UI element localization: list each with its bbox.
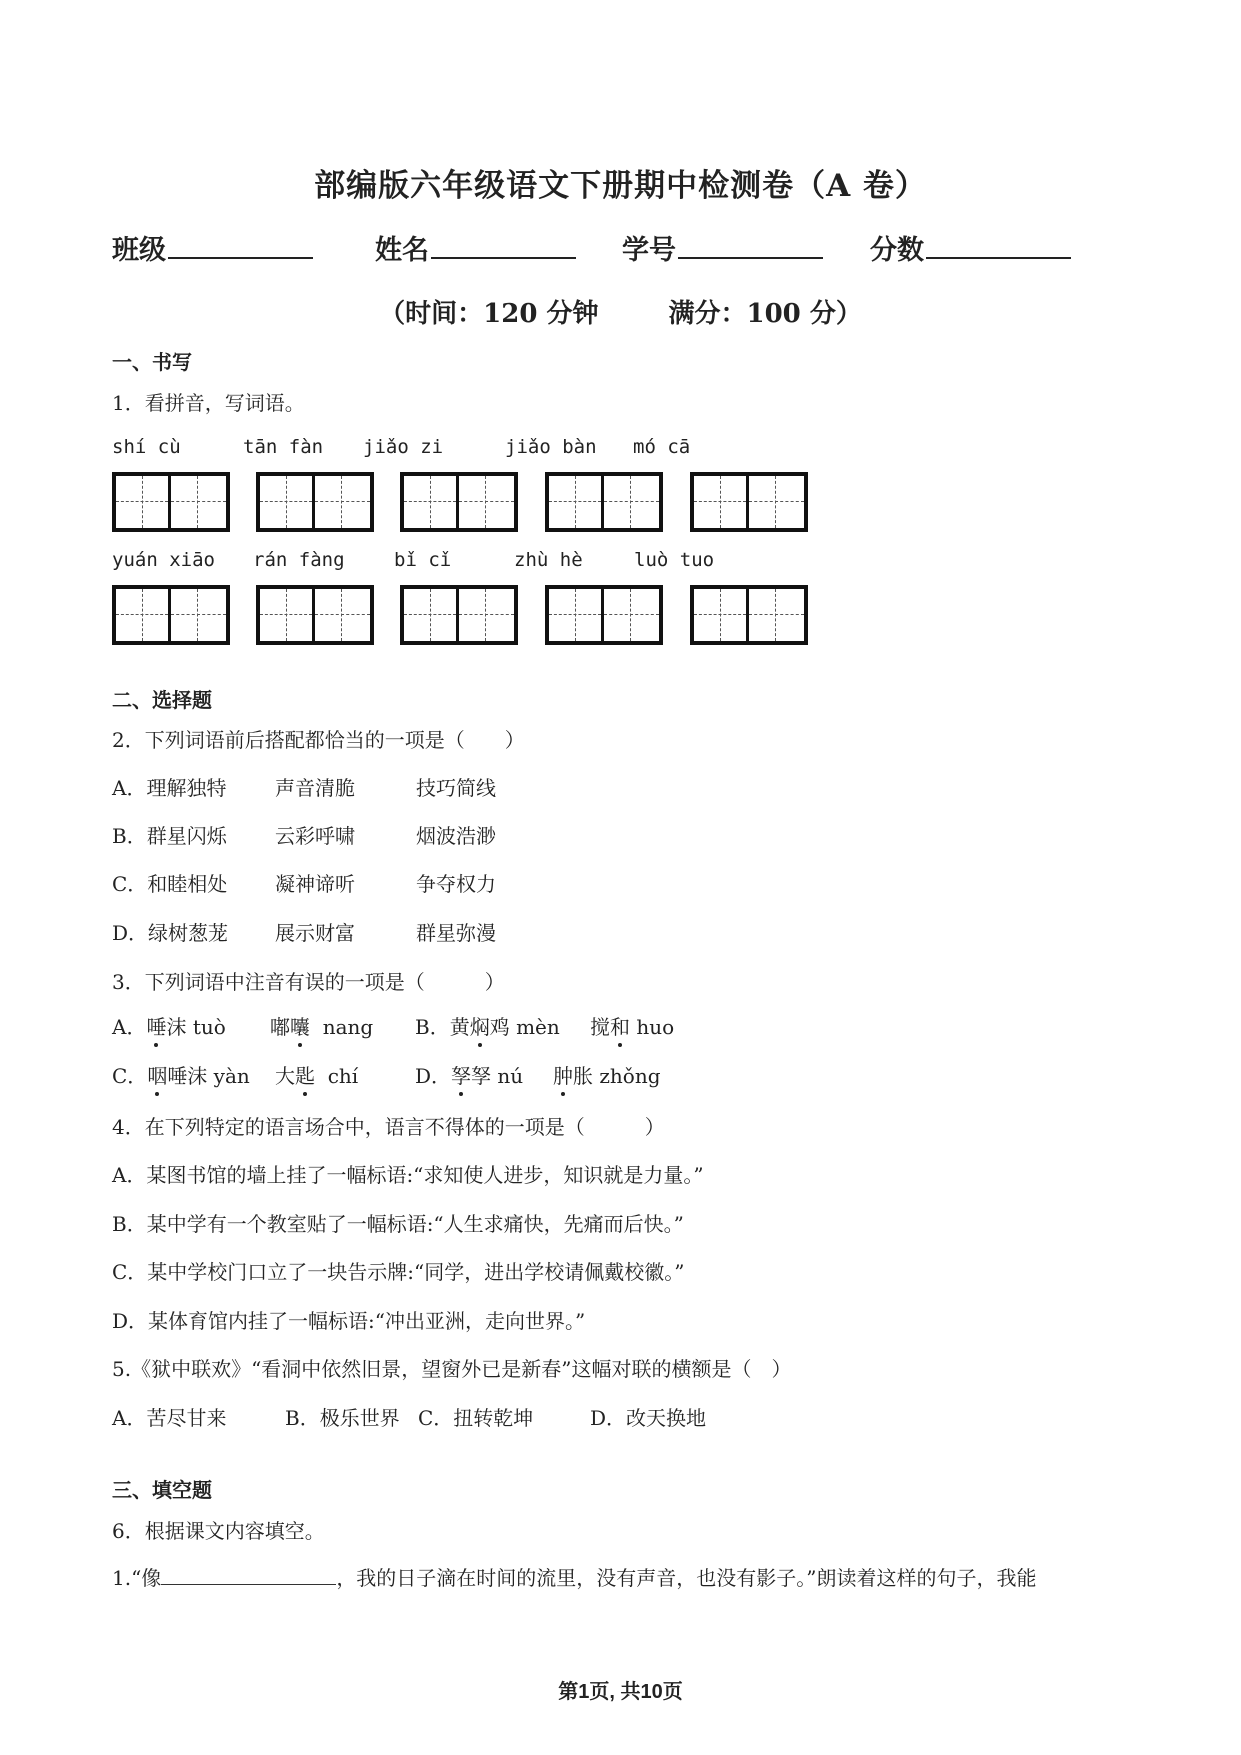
question-4-stem: 4．在下列特定的语言场合中，语言不得体的一项是（ ） — [112, 1115, 665, 1139]
full-score-text: 满分：100 分） — [668, 299, 862, 329]
option-word: 搅和 huo — [590, 1015, 675, 1039]
option-word: 争夺权力 — [416, 872, 496, 896]
question-5-stem: 5.《狱中联欢》“看洞中依然旧景，望窗外已是新春”这幅对联的横额是（ ） — [112, 1357, 792, 1381]
question-2-stem: 2．下列词语前后搭配都恰当的一项是（ ） — [112, 728, 525, 752]
name-field — [375, 228, 576, 267]
pinyin-label: tān fàn — [243, 436, 324, 458]
fill-blank-line: 1.“像 ，我的日子滴在时间的流里，没有声音，也没有影子。”朗读着这样的句子，我能 — [112, 1566, 1037, 1590]
option-word: 群星弥漫 — [416, 921, 496, 945]
time-text: （时间：120 分钟 — [379, 299, 599, 329]
pinyin-label: jiǎo zi — [363, 436, 444, 458]
pinyin-label: mó cā — [633, 436, 691, 458]
pinyin-label: luò tuo — [634, 549, 715, 571]
page-number: 第1页, 共10页 — [558, 1681, 683, 1703]
pinyin-label: yuán xiāo — [112, 549, 215, 571]
option-word: 声音清脆 — [275, 776, 355, 800]
pinyin-label: zhù hè — [514, 549, 583, 571]
question-3-stem: 3．下列词语中注音有误的一项是（ ） — [112, 970, 505, 994]
number-field — [622, 228, 823, 267]
question-5-option[interactable]: B．极乐世界 — [285, 1406, 400, 1430]
score-label: 分数 — [870, 235, 924, 266]
question-2-option[interactable]: C．和睦相处 — [112, 872, 228, 896]
class-blank[interactable] — [168, 231, 313, 259]
option-word: 技巧简线 — [416, 776, 496, 800]
question-5-option[interactable]: D．改天换地 — [590, 1406, 707, 1430]
question-3-option-b[interactable]: B．黄焖鸡 mèn — [415, 1015, 560, 1039]
question-5-option[interactable]: A．苦尽甘来 — [112, 1406, 227, 1430]
pinyin-label: shí cù — [112, 436, 181, 458]
option-word: 大匙 chí — [275, 1064, 359, 1088]
question-3-option-c[interactable]: C．咽唾沫 yàn — [112, 1064, 250, 1088]
fill-blank[interactable] — [161, 1564, 336, 1585]
name-label: 姓名 — [375, 235, 429, 266]
question-3-option-d[interactable]: D．孥孥 nú — [415, 1064, 524, 1088]
section-heading: 三、填空题 — [112, 1478, 212, 1502]
question-4-option[interactable]: B．某中学有一个教室贴了一幅标语:“人生求痛快，先痛而后快。” — [112, 1212, 684, 1236]
score-field — [870, 228, 1071, 267]
question-2-option[interactable]: B．群星闪烁 — [112, 824, 227, 848]
question-3-option-a[interactable]: A．唾沫 tuò — [112, 1015, 226, 1039]
section-heading: 一、书写 — [112, 350, 192, 374]
writing-grid[interactable] — [256, 585, 374, 645]
writing-grid[interactable] — [112, 472, 230, 532]
section-heading: 二、选择题 — [112, 688, 212, 712]
number-blank[interactable] — [678, 231, 823, 259]
score-blank[interactable] — [926, 231, 1071, 259]
option-word: 凝神谛听 — [275, 872, 355, 896]
question-4-option[interactable]: C．某中学校门口立了一块告示牌:“同学，进出学校请佩戴校徽。” — [112, 1260, 685, 1284]
writing-grid[interactable] — [690, 472, 808, 532]
question-2-option[interactable]: A．理解独特 — [112, 776, 227, 800]
writing-grid[interactable] — [690, 585, 808, 645]
question-4-option[interactable]: D．某体育馆内挂了一幅标语:“冲出亚洲，走向世界。” — [112, 1309, 586, 1333]
writing-grid[interactable] — [400, 472, 518, 532]
writing-grid[interactable] — [400, 585, 518, 645]
option-word: 肿胀 zhǒng — [553, 1064, 661, 1088]
class-field — [112, 228, 313, 267]
exam-time-info — [0, 293, 1241, 330]
writing-grid[interactable] — [545, 585, 663, 645]
pinyin-label: bǐ cǐ — [394, 549, 452, 571]
number-label: 学号 — [622, 235, 676, 266]
writing-grid[interactable] — [112, 585, 230, 645]
writing-grid[interactable] — [256, 472, 374, 532]
pinyin-label: rán fàng — [253, 549, 345, 571]
option-word: 展示财富 — [275, 921, 355, 945]
writing-grid[interactable] — [545, 472, 663, 532]
question-5-option[interactable]: C．扭转乾坤 — [418, 1406, 534, 1430]
class-label: 班级 — [112, 235, 166, 266]
question-1-stem: 1．看拼音，写词语。 — [112, 391, 305, 415]
pinyin-label: jiǎo bàn — [505, 436, 597, 458]
question-6-stem: 6．根据课文内容填空。 — [112, 1519, 325, 1543]
question-4-option[interactable]: A．某图书馆的墙上挂了一幅标语:“求知使人进步，知识就是力量。” — [112, 1163, 704, 1187]
question-2-option[interactable]: D．绿树葱茏 — [112, 921, 229, 945]
option-word: 烟波浩渺 — [416, 824, 496, 848]
option-word: 嘟囔 nang — [270, 1015, 374, 1039]
exam-title: 部编版六年级语文下册期中检测卷（A 卷） — [314, 168, 927, 204]
name-blank[interactable] — [431, 231, 576, 259]
option-word: 云彩呼啸 — [275, 824, 355, 848]
